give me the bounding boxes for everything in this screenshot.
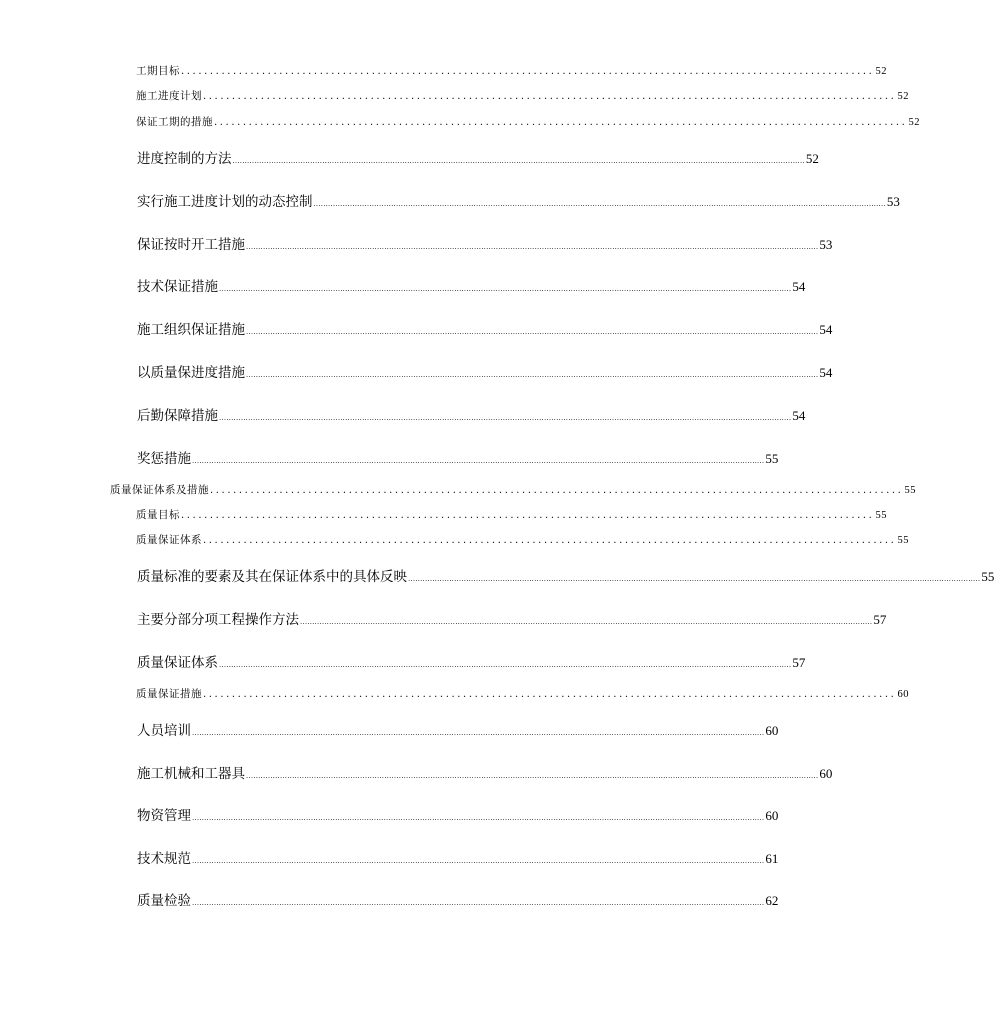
toc-entry-page: 60 bbox=[897, 689, 909, 700]
toc-leader-dots: ............................................................................................................................................................................................................................................ bbox=[219, 661, 792, 669]
toc-leader-dots: ........................................................................................................................ bbox=[210, 485, 904, 496]
toc-entry-page: 54 bbox=[792, 279, 806, 294]
toc-entry-title: 质量标准的要素及其在保证体系中的具体反映 bbox=[137, 569, 407, 585]
toc-leader-dots: ............................................................................................................................................................................................................................................ bbox=[192, 899, 765, 907]
toc-entry[interactable] bbox=[137, 275, 806, 295]
toc-entry-title: 技术保证措施 bbox=[137, 279, 218, 295]
toc-entry[interactable] bbox=[137, 447, 779, 467]
toc-entry-page: 54 bbox=[792, 408, 806, 423]
toc-entry-page: 55 bbox=[981, 569, 994, 584]
toc-entry-title: 进度控制的方法 bbox=[137, 151, 232, 167]
toc-entry-page: 53 bbox=[886, 194, 900, 209]
toc-entry-title: 主要分部分项工程操作方法 bbox=[137, 612, 299, 628]
toc-entry-title: 施工进度计划 bbox=[136, 90, 202, 102]
toc-entry-page: 62 bbox=[765, 893, 779, 908]
toc-entry-page: 57 bbox=[792, 655, 806, 670]
toc-leader-dots: ........................................................................................................................ bbox=[181, 510, 875, 521]
toc-entry-page: 55 bbox=[897, 535, 909, 546]
toc-entry-title: 保证工期的措施 bbox=[136, 116, 213, 128]
toc-entry[interactable] bbox=[137, 719, 779, 739]
toc-entry-page: 52 bbox=[908, 117, 920, 128]
toc-entry[interactable] bbox=[137, 404, 806, 424]
toc-entry-title: 工期目标 bbox=[136, 65, 180, 77]
toc-entry-page: 60 bbox=[819, 766, 833, 781]
toc-entry-title: 技术规范 bbox=[137, 851, 191, 867]
toc-entry-title: 施工组织保证措施 bbox=[137, 322, 245, 338]
toc-leader-dots: ............................................................................................................................................................................................................................................ bbox=[192, 729, 765, 737]
toc-entry[interactable] bbox=[137, 804, 779, 824]
toc-leader-dots: ........................................................................................................................ bbox=[203, 535, 897, 546]
toc-entry-title: 质量目标 bbox=[136, 509, 180, 521]
toc-leader-dots: ........................................................................................................................ bbox=[203, 689, 897, 700]
toc-entry-page: 52 bbox=[805, 151, 819, 166]
toc-entry[interactable] bbox=[136, 88, 909, 102]
toc-entry-title: 人员培训 bbox=[137, 723, 191, 739]
toc-leader-dots: ............................................................................................................................................................................................................................................ bbox=[300, 618, 873, 626]
toc-entry-page: 55 bbox=[875, 510, 887, 521]
toc-entry-title: 质量保证体系 bbox=[137, 655, 218, 671]
toc-leader-dots: ........................................................................................................................ bbox=[214, 117, 908, 128]
toc-entry-page: 60 bbox=[765, 808, 779, 823]
toc-entry[interactable] bbox=[137, 233, 833, 253]
toc-leader-dots: ............................................................................................................................................................................................................................................ bbox=[408, 575, 981, 583]
toc-leader-dots: ............................................................................................................................................................................................................................................ bbox=[232, 157, 805, 165]
toc-entry[interactable] bbox=[136, 532, 909, 546]
toc-entry[interactable] bbox=[137, 147, 819, 167]
toc-leader-dots: ............................................................................................................................................................................................................................................ bbox=[246, 772, 819, 780]
toc-entry[interactable] bbox=[137, 361, 833, 381]
toc-entry-page: 61 bbox=[765, 851, 779, 866]
toc-entry[interactable] bbox=[110, 482, 916, 496]
toc-entry-title: 质量保证措施 bbox=[136, 688, 202, 700]
toc-entry-title: 保证按时开工措施 bbox=[137, 237, 245, 253]
toc-entry-title: 物资管理 bbox=[137, 808, 191, 824]
toc-entry-page: 54 bbox=[819, 322, 833, 337]
toc-leader-dots: ........................................................................................................................ bbox=[203, 91, 897, 102]
toc-entry-page: 52 bbox=[875, 66, 887, 77]
toc-entry[interactable] bbox=[136, 507, 887, 521]
toc-entry-page: 57 bbox=[873, 612, 887, 627]
toc-entry[interactable] bbox=[137, 847, 779, 867]
toc-entry-page: 54 bbox=[819, 365, 833, 380]
toc-entry[interactable] bbox=[137, 762, 833, 782]
toc-entry[interactable] bbox=[136, 114, 920, 128]
toc-entry[interactable] bbox=[137, 608, 887, 628]
toc-leader-dots: ........................................................................................................................ bbox=[181, 66, 875, 77]
toc-entry[interactable] bbox=[137, 651, 806, 671]
toc-entry-title: 质量保证体系 bbox=[136, 534, 202, 546]
toc-entry[interactable] bbox=[137, 318, 833, 338]
toc-entry-title: 奖惩措施 bbox=[137, 451, 191, 467]
toc-leader-dots: ............................................................................................................................................................................................................................................ bbox=[313, 200, 886, 208]
toc-leader-dots: ............................................................................................................................................................................................................................................ bbox=[192, 814, 765, 822]
toc-entry-page: 60 bbox=[765, 723, 779, 738]
toc-entry-title: 质量保证体系及措施 bbox=[110, 484, 209, 496]
toc-leader-dots: ............................................................................................................................................................................................................................................ bbox=[246, 371, 819, 379]
toc-leader-dots: ............................................................................................................................................................................................................................................ bbox=[246, 243, 819, 251]
toc-leader-dots: ............................................................................................................................................................................................................................................ bbox=[219, 414, 792, 422]
toc-entry-page: 53 bbox=[819, 237, 833, 252]
toc-leader-dots: ............................................................................................................................................................................................................................................ bbox=[192, 857, 765, 865]
toc-entry[interactable] bbox=[136, 686, 909, 700]
toc-entry-title: 实行施工进度计划的动态控制 bbox=[137, 194, 313, 210]
toc-leader-dots: ............................................................................................................................................................................................................................................ bbox=[219, 285, 792, 293]
toc-entry-page: 55 bbox=[904, 485, 916, 496]
toc-entry-page: 55 bbox=[765, 451, 779, 466]
toc-entry-page: 52 bbox=[897, 91, 909, 102]
toc-entry-title: 质量检验 bbox=[137, 893, 191, 909]
toc-leader-dots: ............................................................................................................................................................................................................................................ bbox=[246, 328, 819, 336]
toc-entry-title: 施工机械和工器具 bbox=[137, 766, 245, 782]
toc-entry[interactable] bbox=[137, 190, 900, 210]
toc-entry[interactable] bbox=[136, 63, 887, 77]
toc-entry-title: 后勤保障措施 bbox=[137, 408, 218, 424]
toc-entry[interactable] bbox=[137, 889, 779, 909]
toc-leader-dots: ............................................................................................................................................................................................................................................ bbox=[192, 457, 765, 465]
toc-entry[interactable] bbox=[137, 565, 994, 585]
toc-entry-title: 以质量保进度措施 bbox=[137, 365, 245, 381]
